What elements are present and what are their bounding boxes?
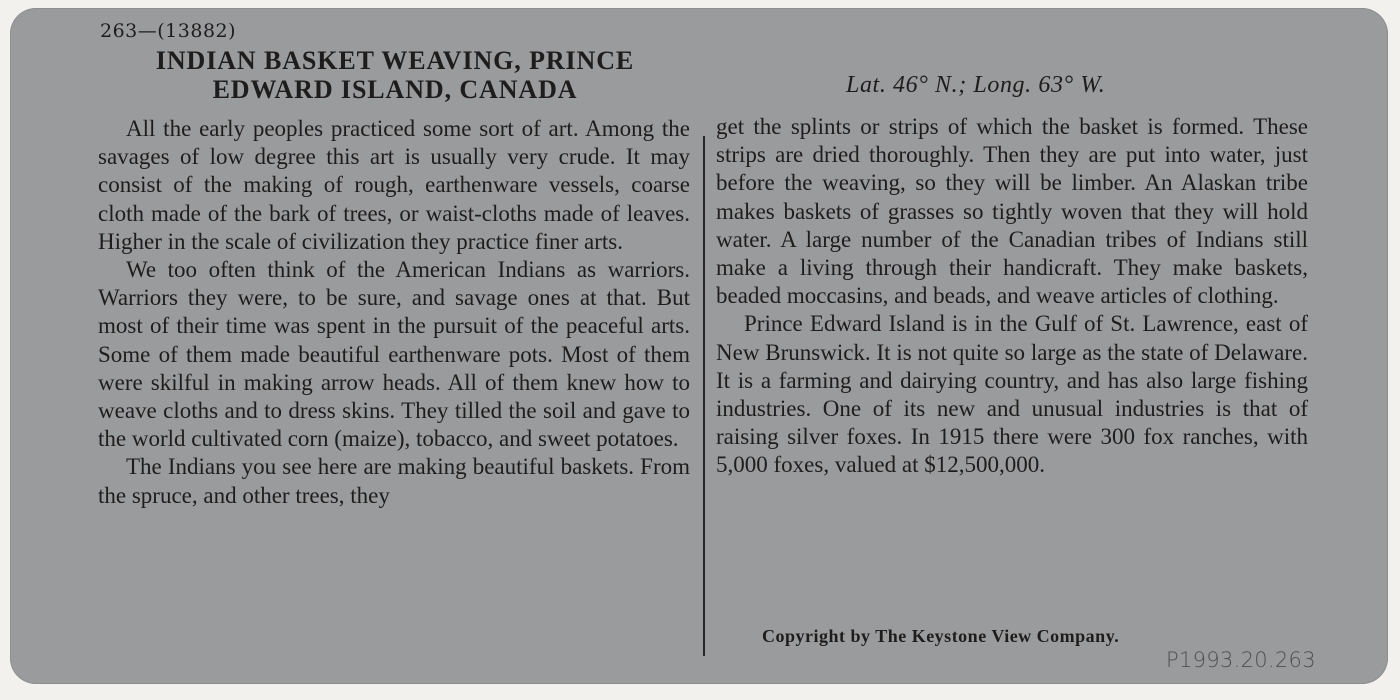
- column-divider: [703, 136, 705, 656]
- paragraph-early-peoples-art: All the early peoples practiced some sort of art. Among the savages of low degree this art is usually very crude. It may consist of the making of rough, earthenware vessels, coarse cloth made of the bark of trees, or waist-cloths made of leaves. Higher in the scale of civilization they practice finer arts.: [98, 116, 690, 254]
- title-line-1: INDIAN BASKET WEAVING, PRINCE: [155, 46, 635, 75]
- paragraph-baskets: The Indians you see here are making beautiful baskets. From the spruce, and other trees, they: [98, 454, 690, 508]
- left-text-column: [98, 115, 690, 510]
- stereograph-card-back: [10, 8, 1388, 684]
- right-text-column: [716, 113, 1308, 480]
- card-title: [105, 46, 685, 104]
- serial-number: 263—(13882): [100, 20, 237, 42]
- paragraph-american-indians: We too often think of the American Indians as warriors. Warriors they were, to be sure, and savage ones at that. But most of their time was spent in the pursuit of the peaceful arts. Some of them made beautiful earthenware pots. Most of them were skilful in making arrow heads. All of them knew how to weave cloths and to dress skins. They tilled the soil and gave to the world cultivated corn (maize), tobacco, and sweet potatoes.: [98, 257, 690, 452]
- title-line-2: EDWARD ISLAND, CANADA: [212, 75, 578, 104]
- paragraph-splints-continued: get the splints or strips of which the basket is formed. These strips are dried thoroughly. Then they are put into water, just before the weaving, so they will be limber. An Alaskan tribe makes baskets of grasses so tightly woven that they will hold water. A large number of the Canadian tribes of Indians still make a living through their handicraft. They make baskets, beaded moccasins, and beads, and weave articles of clothing.: [716, 114, 1308, 309]
- catalog-number-pencil: P1993.20.263: [1166, 648, 1316, 672]
- copyright-notice: Copyright by The Keystone View Company.: [762, 626, 1120, 646]
- lat-long-coordinates: Lat. 46° N.; Long. 63° W.: [846, 72, 1106, 98]
- paragraph-prince-edward-island: Prince Edward Island is in the Gulf of St. Lawrence, east of New Brunswick. It is not quite so large as the state of Delaware. It is a farming and dairying country, and has also large fishing industries. One of its new and unusual industries is that of raising silver foxes. In 1915 there were 300 fox ranches, with 5,000 foxes, valued at $12,500,000.: [716, 311, 1308, 478]
